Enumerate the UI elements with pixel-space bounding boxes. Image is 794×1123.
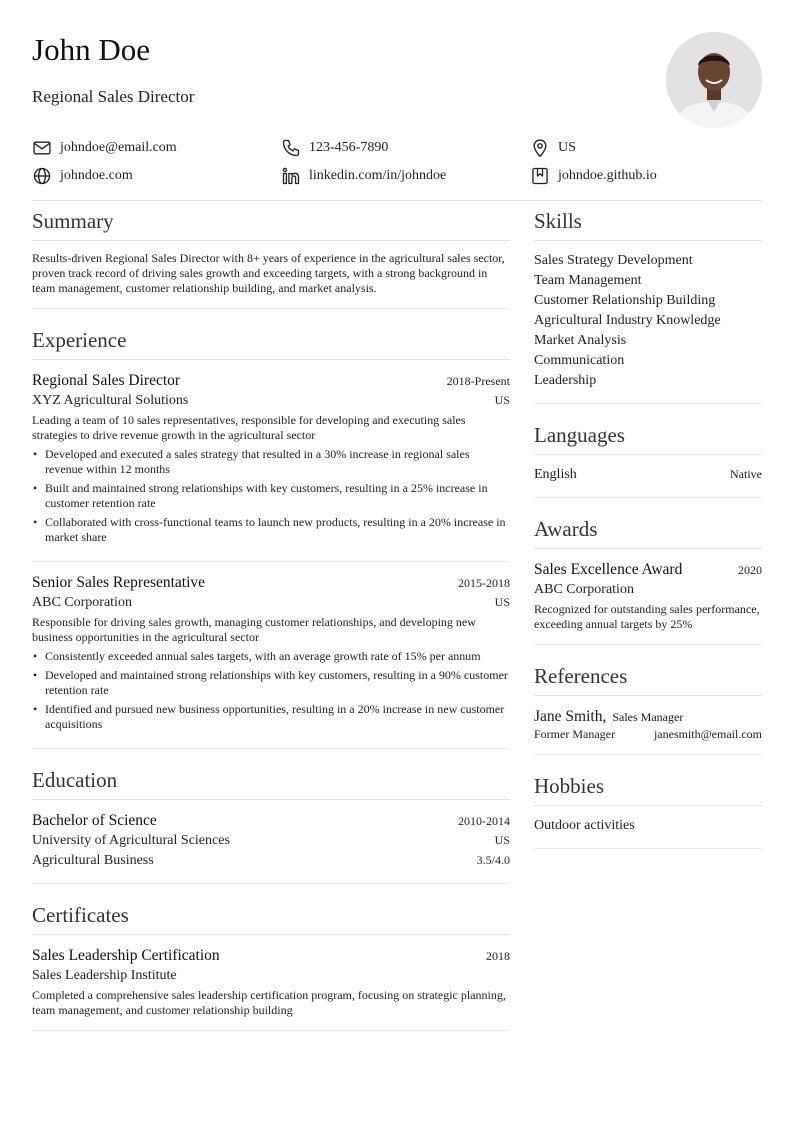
references-heading: References <box>534 661 762 696</box>
certificate-issuer: Sales Leadership Institute <box>32 968 177 983</box>
contact-linkedin[interactable] <box>281 166 530 186</box>
globe-icon <box>32 166 52 186</box>
website-text[interactable]: johndoe.com <box>60 168 133 183</box>
gpa: 3.5/4.0 <box>476 853 510 867</box>
achievement-item: • Built and maintained strong relationships with key customers, resulting in a 25% increase in customer retention rate <box>32 481 510 511</box>
experience-heading: Experience <box>32 325 510 360</box>
certificate-description: Completed a comprehensive sales leadership certification program, focusing on strategic planning, team management, and customer relationship building <box>32 988 506 1017</box>
hobby-item: Outdoor activities <box>534 818 635 833</box>
skill-item: Team Management <box>534 273 642 288</box>
school: University of Agricultural Sciences <box>32 833 230 848</box>
job-location: US <box>494 393 510 407</box>
achievement-item: • Developed and maintained strong relationships with key customers, resulting in a 90% customer retention rate <box>32 668 510 698</box>
reference-email[interactable]: janesmith@email.com <box>653 727 762 741</box>
achievement-item: • Developed and executed a sales strategy that resulted in a 30% increase in regional sales revenue within 12 months <box>32 447 510 477</box>
skills-heading: Skills <box>534 206 762 241</box>
skill-item: Leadership <box>534 373 597 388</box>
summary-text: Results-driven Regional Sales Director with 8+ years of experience in the agricultural sales sector, proven track record of driving sales growth and exceeding targets, with a strong background in team management, customer relationship building, and market analysis. <box>32 251 505 295</box>
skill-item: Communication <box>534 353 625 368</box>
job-date: 2018-Present <box>446 374 510 388</box>
degree: Bachelor of Science <box>32 812 157 829</box>
certificates-heading: Certificates <box>32 900 510 935</box>
award-title: Sales Excellence Award <box>534 561 683 578</box>
reference-name: Jane Smith, <box>534 708 607 725</box>
education-date: 2010-2014 <box>458 814 510 828</box>
certificate-date: 2018 <box>486 949 510 963</box>
location-pin-icon <box>530 138 550 158</box>
summary-heading: Summary <box>32 206 510 241</box>
contact-email[interactable] <box>32 138 281 158</box>
awards-heading: Awards <box>534 514 762 549</box>
skill-item: Sales Strategy Development <box>534 253 693 268</box>
education-section <box>32 765 510 884</box>
experience-entry <box>32 370 510 561</box>
job-achievements <box>32 649 510 732</box>
certificates-section <box>32 900 510 1031</box>
skill-item: Market Analysis <box>534 333 627 348</box>
bookmark-icon <box>530 166 550 186</box>
phone-icon <box>281 138 301 158</box>
profile-photo <box>666 32 762 128</box>
job-company: XYZ Agricultural Solutions <box>32 393 189 408</box>
candidate-name: John Doe <box>32 32 150 67</box>
linkedin-icon <box>281 166 301 186</box>
resume-header <box>32 32 762 132</box>
education-location: US <box>494 833 510 847</box>
main-column <box>32 206 510 1047</box>
job-achievements <box>32 447 510 545</box>
contact-location <box>530 138 576 158</box>
certificate-title: Sales Leadership Certification <box>32 947 220 964</box>
language-name: English <box>534 467 577 482</box>
job-date: 2015-2018 <box>458 576 510 590</box>
location-text: US <box>558 140 576 155</box>
mail-icon <box>32 138 52 158</box>
skill-item: Agricultural Industry Knowledge <box>534 313 721 328</box>
field-of-study: Agricultural Business <box>32 853 154 868</box>
reference-relation: Former Manager <box>534 727 615 741</box>
skill-item: Customer Relationship Building <box>534 293 716 308</box>
experience-entry <box>32 561 510 748</box>
achievement-item: • Identified and pursued new business opportunities, resulting in a 20% increase in new customer acquisitions <box>32 702 510 732</box>
award-issuer: ABC Corporation <box>534 582 634 597</box>
job-location: US <box>494 595 510 609</box>
side-column <box>534 206 762 865</box>
references-section <box>534 661 762 755</box>
hobbies-heading: Hobbies <box>534 771 762 806</box>
header-divider <box>32 200 762 201</box>
language-level: Native <box>730 467 762 481</box>
award-date: 2020 <box>738 563 762 577</box>
email-text[interactable]: johndoe@email.com <box>60 140 177 155</box>
candidate-title: Regional Sales Director <box>32 87 195 106</box>
awards-section <box>534 514 762 645</box>
job-description: Leading a team of 10 sales representatives, responsible for developing and executing sales strategies to drive revenue growth in the agricultural sector <box>32 413 466 442</box>
contact-website[interactable] <box>32 166 281 186</box>
contact-phone[interactable] <box>281 138 530 158</box>
job-title: Senior Sales Representative <box>32 574 206 591</box>
award-description: Recognized for outstanding sales performance, exceeding annual targets by 25% <box>534 602 760 631</box>
job-title: Regional Sales Director <box>32 372 181 389</box>
job-company: ABC Corporation <box>32 595 132 610</box>
education-heading: Education <box>32 765 510 800</box>
contact-info <box>32 134 762 190</box>
skills-section <box>534 206 762 404</box>
summary-section <box>32 206 510 309</box>
hobbies-section <box>534 771 762 849</box>
languages-heading: Languages <box>534 420 762 455</box>
avatar <box>666 32 762 128</box>
phone-text[interactable]: 123-456-7890 <box>309 140 389 155</box>
job-description: Responsible for driving sales growth, managing customer relationships, and developing new business opportunities in the agricultural sector <box>32 615 476 644</box>
languages-section <box>534 420 762 498</box>
linkedin-text[interactable]: linkedin.com/in/johndoe <box>309 168 447 183</box>
contact-github[interactable] <box>530 166 657 186</box>
experience-section <box>32 325 510 749</box>
achievement-item: • Consistently exceeded annual sales targets, with an average growth rate of 15% per annum <box>32 649 510 664</box>
reference-position: Sales Manager <box>612 710 684 724</box>
achievement-item: • Collaborated with cross-functional teams to launch new products, resulting in a 20% increase in market share <box>32 515 510 545</box>
github-text[interactable]: johndoe.github.io <box>558 168 657 183</box>
